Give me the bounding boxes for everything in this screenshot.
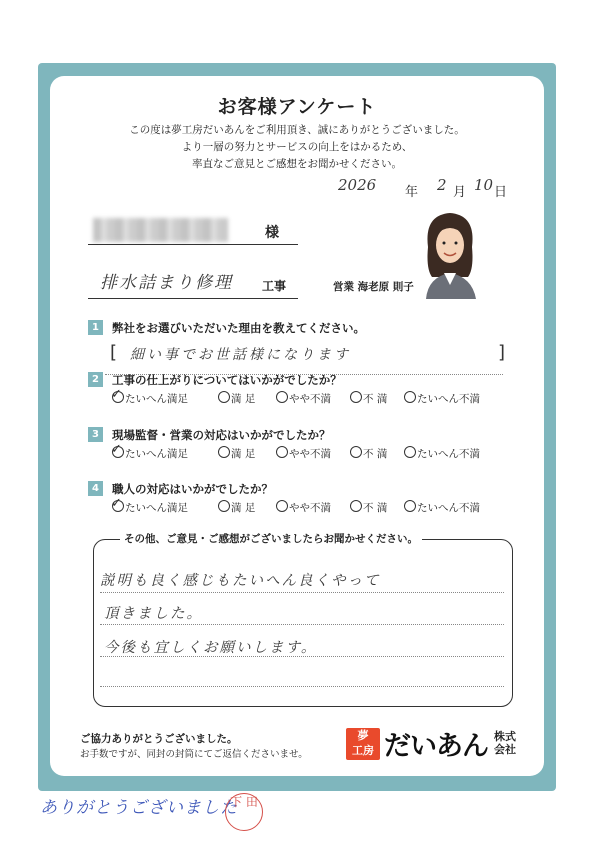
radio-circle[interactable] xyxy=(218,500,230,512)
question-number: 1 xyxy=(88,320,103,335)
logo-kabushiki: 株式 xyxy=(494,730,516,743)
logo-kobo-text: 工房 xyxy=(352,744,374,757)
option-very-satisfied[interactable] xyxy=(111,496,188,515)
comments-box[interactable] xyxy=(93,539,513,707)
comment-line xyxy=(100,686,504,687)
radio-circle[interactable] xyxy=(404,500,416,512)
date-day-unit: 日 xyxy=(494,185,508,200)
option-dissatisfied[interactable] xyxy=(350,500,387,515)
radio-circle[interactable] xyxy=(350,446,362,458)
work-unit-label: 工事 xyxy=(262,279,287,293)
rating-options xyxy=(111,496,512,516)
intro-line-3: 率直なご意見とご感想をお聞かせください。 xyxy=(192,158,402,170)
footer-thanks: ご協力ありがとうございました。 xyxy=(80,733,238,745)
comment-line xyxy=(100,592,504,593)
intro-line-1: この度は夢工房だいあんをご利用頂き、誠にありがとうございました。 xyxy=(129,124,465,136)
date-day: 10 xyxy=(474,176,494,194)
option-label: たいへん満足 xyxy=(125,393,188,405)
question-text: 職人の対応はいかがでしたか？ xyxy=(112,482,273,496)
handwritten-thanks: ありがとうございました xyxy=(40,798,238,818)
question-answer: 細い事でお世話様になります xyxy=(130,347,351,363)
check-mark: ✓ xyxy=(111,387,122,402)
comment-line xyxy=(100,624,504,625)
date-year: 2026 xyxy=(338,176,377,194)
option-label: やや不満 xyxy=(289,502,331,514)
check-mark: ✓ xyxy=(111,442,122,457)
hanko-stamp: 下 田 xyxy=(225,793,263,831)
logo-kabushiki-kaisha xyxy=(494,730,520,756)
option-label: 満 足 xyxy=(231,502,256,514)
option-somewhat-dissatisfied[interactable] xyxy=(276,391,331,406)
radio-circle[interactable] xyxy=(218,391,230,403)
radio-circle[interactable] xyxy=(276,391,288,403)
company-logo xyxy=(346,722,524,766)
option-very-dissatisfied[interactable] xyxy=(404,500,480,515)
option-label: 不 満 xyxy=(363,448,388,460)
option-label: 不 満 xyxy=(363,393,388,405)
radio-circle[interactable] xyxy=(350,500,362,512)
radio-circle[interactable] xyxy=(276,446,288,458)
option-label: たいへん満足 xyxy=(125,502,188,514)
answer-bracket-open: [ xyxy=(110,342,118,363)
intro-line-2: より一層の努力とサービスの向上をはかるため、 xyxy=(181,141,413,153)
comment-text: 説明も良く感じもたいへん良くやって xyxy=(100,573,381,589)
survey-title: お客様アンケート xyxy=(217,96,377,118)
comment-text: 今後も宜しくお願いします。 xyxy=(104,640,318,656)
customer-honorific: 様 xyxy=(265,225,279,241)
logo-kaisha: 会社 xyxy=(494,743,516,756)
question-number: 4 xyxy=(88,481,103,496)
intro-text xyxy=(50,122,544,173)
option-label: 不 満 xyxy=(363,502,388,514)
logo-yume-text: 夢 xyxy=(357,729,369,742)
answer-bracket-close: ] xyxy=(498,342,506,363)
question-text: 工事の仕上がりについてはいかがでしたか？ xyxy=(112,373,342,387)
option-very-satisfied[interactable] xyxy=(111,387,188,406)
radio-circle[interactable] xyxy=(404,391,416,403)
question-text: 現場監督・営業の対応はいかがでしたか？ xyxy=(112,428,331,442)
radio-circle[interactable] xyxy=(350,391,362,403)
option-very-satisfied[interactable] xyxy=(111,442,188,461)
logo-mark xyxy=(346,728,380,760)
customer-name-redacted xyxy=(93,218,228,242)
logo-name: だいあん xyxy=(384,731,488,762)
comments-title: その他、ご意見・ご感想がございましたらお聞かせください。 xyxy=(120,531,422,546)
footer-note: お手数ですが、同封の封筒にてご返信くださいませ。 xyxy=(80,749,308,760)
option-satisfied[interactable] xyxy=(218,500,255,515)
check-mark: ✓ xyxy=(111,496,122,511)
option-label: たいへん不満 xyxy=(417,502,480,514)
radio-circle[interactable] xyxy=(276,500,288,512)
rating-options xyxy=(111,387,512,407)
option-satisfied[interactable] xyxy=(218,446,255,461)
option-very-dissatisfied[interactable] xyxy=(404,391,480,406)
work-description: 排水詰まり修理 xyxy=(100,273,233,293)
date-year-unit: 年 xyxy=(405,185,419,200)
date-month: 2 xyxy=(437,176,447,194)
option-label: やや不満 xyxy=(289,448,331,460)
option-label: たいへん満足 xyxy=(125,448,188,460)
customer-name-line xyxy=(88,244,298,245)
radio-circle[interactable] xyxy=(404,446,416,458)
option-dissatisfied[interactable] xyxy=(350,446,387,461)
option-label: やや不満 xyxy=(289,393,331,405)
option-very-dissatisfied[interactable] xyxy=(404,446,480,461)
option-somewhat-dissatisfied[interactable] xyxy=(276,446,331,461)
option-label: たいへん不満 xyxy=(417,393,480,405)
rating-options xyxy=(111,442,512,462)
option-label: たいへん不満 xyxy=(417,448,480,460)
option-dissatisfied[interactable] xyxy=(350,391,387,406)
option-somewhat-dissatisfied[interactable] xyxy=(276,500,331,515)
staff-avatar xyxy=(420,207,480,299)
date-month-unit: 月 xyxy=(453,185,467,200)
question-text: 弊社をお選びいただいた理由を教えてください。 xyxy=(112,321,365,335)
option-label: 満 足 xyxy=(231,448,256,460)
radio-circle[interactable] xyxy=(218,446,230,458)
comment-text: 頂きました。 xyxy=(104,606,203,622)
staff-label: 営業 海老原 則子 xyxy=(333,281,414,293)
question-number: 3 xyxy=(88,427,103,442)
option-satisfied[interactable] xyxy=(218,391,255,406)
option-label: 満 足 xyxy=(231,393,256,405)
question-number: 2 xyxy=(88,372,103,387)
work-line xyxy=(88,298,298,299)
